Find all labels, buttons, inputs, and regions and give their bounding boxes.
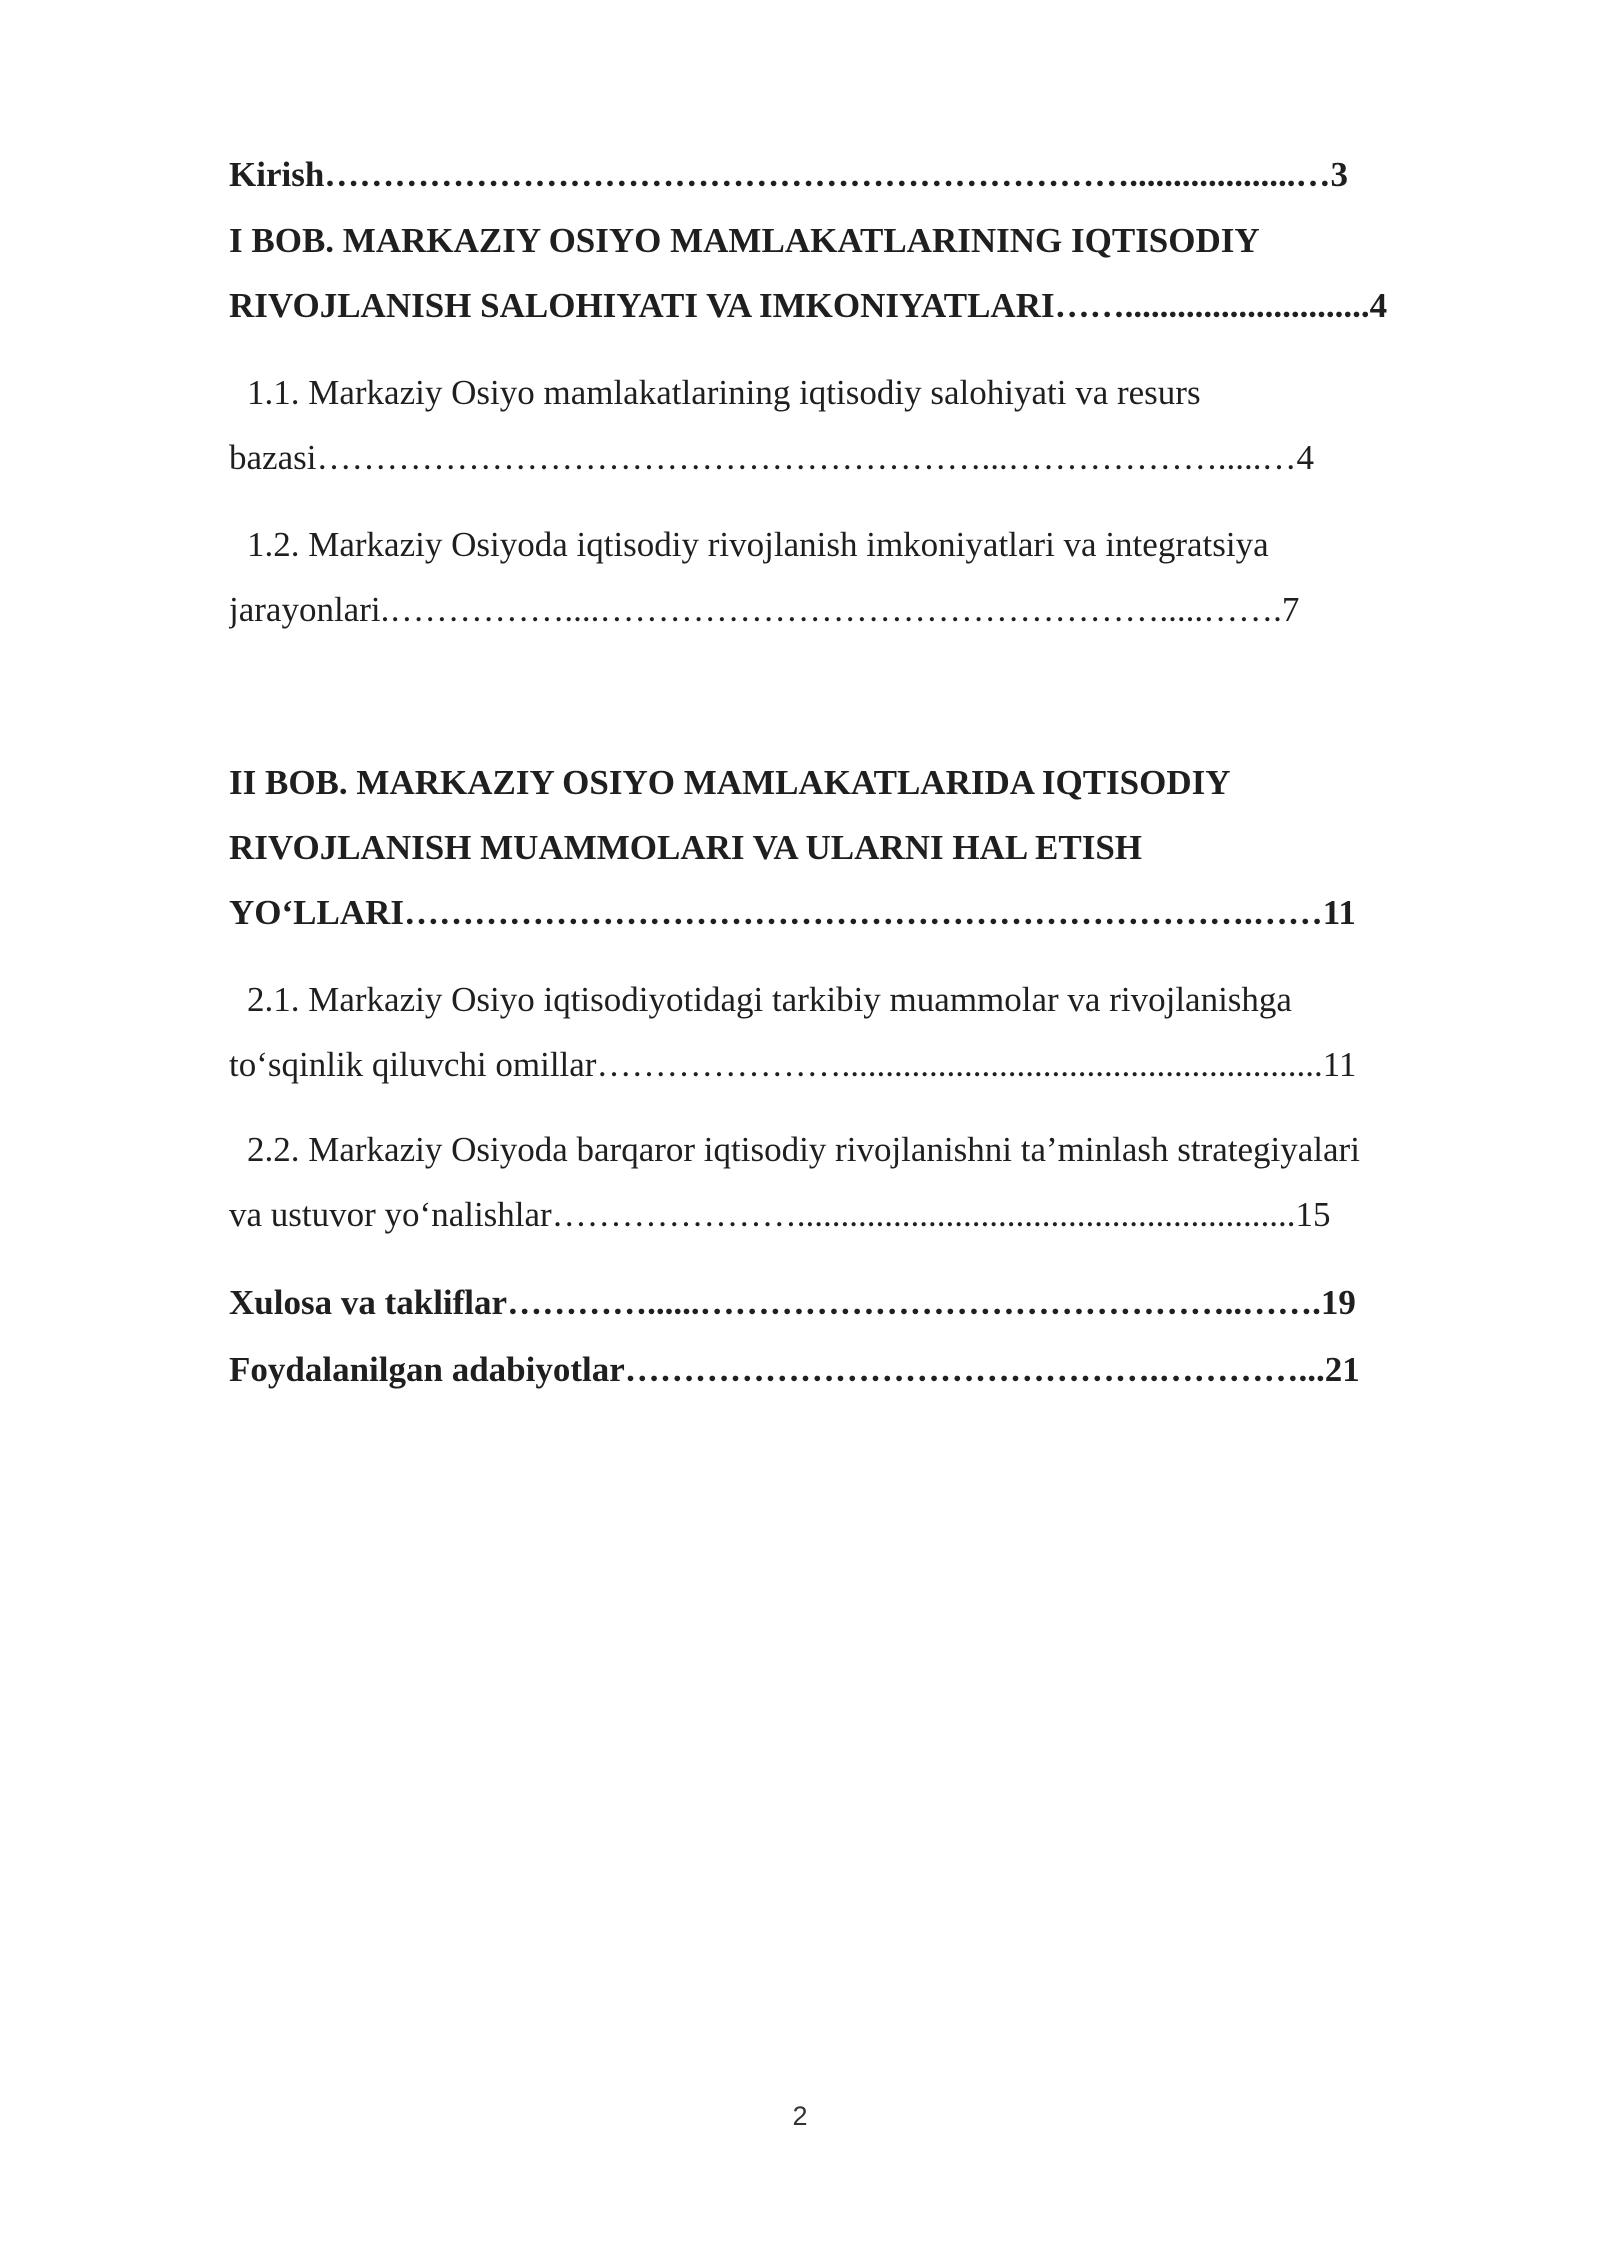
page-number: 2 — [792, 2101, 808, 2131]
toc-chapter-2-title-cont: RIVOJLANISH MUAMMOLARI VA ULARNI HAL ETISH — [229, 828, 1143, 867]
toc-entry-xulosa: Xulosa va takliflar…………......………………………………………..…….19 — [229, 1283, 1356, 1322]
toc-chapter-1-title: I BOB. MARKAZIY OSIYO MAMLAKATLARINING IQTISODIY — [229, 221, 1260, 260]
toc-section-2-1: 2.1. Markaziy Osiyo iqtisodiyotidagi tarkibiy muammolar va rivojlanishga — [247, 980, 1292, 1019]
toc-section-2-2: 2.2. Markaziy Osiyoda barqaror iqtisodiy rivojlanishni ta’minlash strategiyalari — [247, 1130, 1360, 1169]
toc-chapter-2-title-end: YO‘LLARI……………………………………………………………….……11 — [229, 893, 1356, 932]
toc-section-1-2-cont: jarayonlari.……………....………………………………………….....…….7 — [229, 590, 1300, 629]
toc-section-2-1-cont: to‘sqinlik qiluvchi omillar………………….......................................................11 — [229, 1045, 1357, 1084]
toc-chapter-1-title-cont: RIVOJLANISH SALOHIYATI VA IMKONIYATLARI……............................4 — [229, 286, 1388, 325]
toc-section-2-2-cont: va ustuvor yo‘nalishlar………………….........................................................15 — [229, 1195, 1331, 1234]
toc-section-1-2: 1.2. Markaziy Osiyoda iqtisodiy rivojlanish imkoniyatlari va integratsiya — [247, 525, 1269, 564]
toc-section-1-1: 1.1. Markaziy Osiyo mamlakatlarining iqtisodiy salohiyati va resurs — [247, 373, 1201, 412]
toc-entry-kirish: Kirish……………………………………………………………...................…3 — [229, 155, 1349, 194]
toc-entry-adabiyotlar: Foydalanilgan adabiyotlar……………………………………….…………...21 — [229, 1350, 1360, 1389]
toc-section-1-1-cont: bazasi…………………………………………………...……………….....…4 — [229, 438, 1314, 477]
toc-chapter-2-title: II BOB. MARKAZIY OSIYO MAMLAKATLARIDA IQTISODIY — [229, 763, 1231, 802]
